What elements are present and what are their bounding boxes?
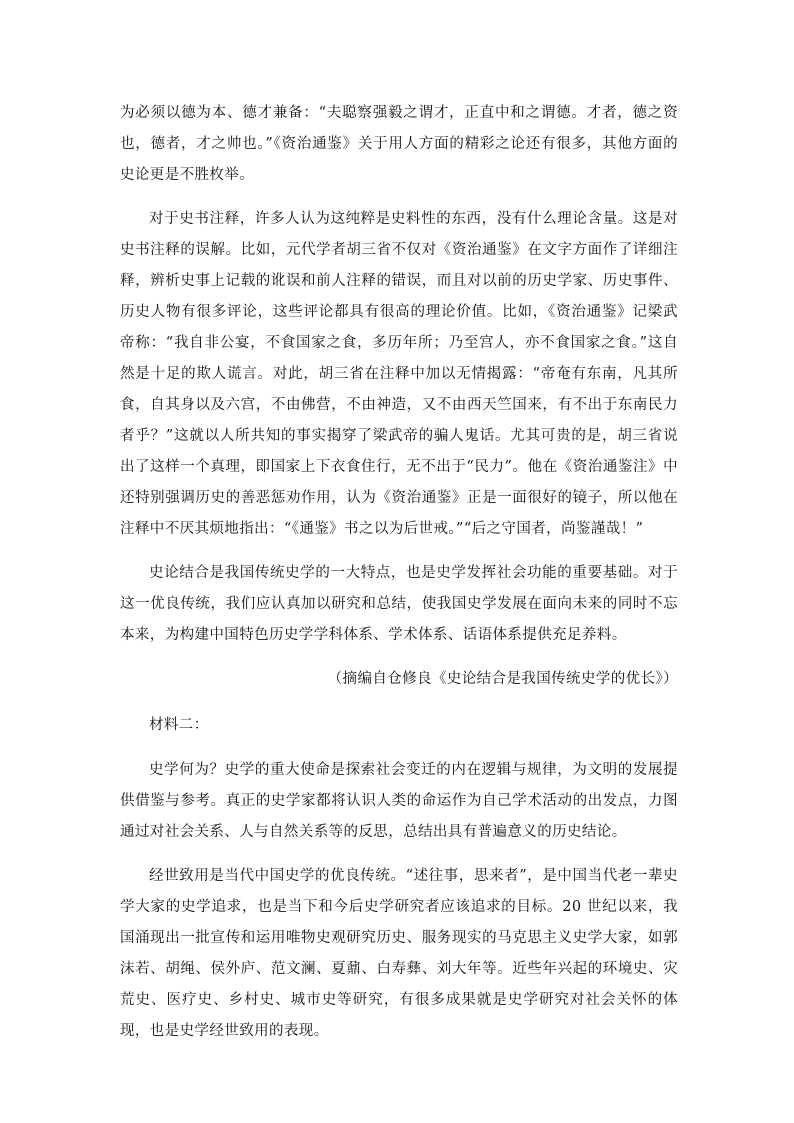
paragraph-annotation-theory: 对于史书注释，许多人认为这纯粹是史料性的东西，没有什么理论含量。这是对史书注释的误解。比如，元代学者胡三省不仅对《资治通鉴》在文字方面作了详细注释，辨析史事上记载的讹误和前人注释的错误，而且对以前的历史学家、历史事件、历史人物有很多评论，这些评论都具有很高的理论价值。比如，《资治通鉴》记梁武帝称：“我自非公宴，不食国家之食，多历年所；乃至宫人，亦不食国家之食。”这自然是十足的欺人谎言。对此，胡三省在注释中加以无情揭露：“帝奄有东南，凡其所食，自其身以及六宫，不由佛营，不由神造，又不由西天竺国来，有不出于东南民力者乎？”这就以人所共知的事实揭穿了梁武帝的骗人鬼话。尤其可贵的是，胡三省说出了这样一个真理，即国家上下衣食住行，无不出于“民力”。他在《资治通鉴注》中还特别强调历史的善恶惩劝作用，认为《资治通鉴》正是一面很好的镜子，所以他在注释中不厌其烦地指出：“《通鉴》书之以为后世戒。”“后之守国者，尚鉴謹哉！” (120, 211, 678, 537)
paragraph-historiography-mission: 史学何为？史学的重大使命是探索社会变迁的内在逻辑与规律，为文明的发展提供借鉴与参考。真正的史学家都将认识人类的命运作为自己学术活动的出发点，力图通过对社会关系、人与自然关系等的反思，总结出具有普遍意义的历史结论。 (120, 762, 678, 840)
paragraph-practical-application: 经世致用是当代中国史学的优良传统。“述往事，思来者”，是中国当代老一辈史学大家的史学追求，也是当下和今后史学研究者应该追求的目标。20 世纪以来，我国涌现出一批宣传和运用唯物史观研究历史、服务现实的马克思主义史学大家，如郭沫若、胡绳、侯外庐、范文澜、夏鼐、白寿彝、刘大年等。近些年兴起的环境史、灾荒史、医疗史、乡村史、城市史等研究，有很多成果就是史学研究对社会关怀的体现，也是史学经世致用的表现。 (120, 868, 678, 1039)
paragraph-conclusion: 史论结合是我国传统史学的一大特点，也是史学发挥社会功能的重要基础。对于这一优良传统，我们应认真加以研究和总结，使我国史学发展在面向未来的同时不忘本来，为构建中国特色历史学学科体系、学术体系、话语体系提供充足养料。 (120, 565, 678, 643)
material-two-label: 材料二： (149, 716, 209, 733)
document-body (120, 98, 678, 1047)
source-citation: （摘编自仓修良《史论结合是我国传统史学的优长》） (327, 671, 678, 687)
paragraph-continued: 为必须以德为本、德才兼备：“夫聪察强毅之谓才，正直中和之谓德。才者，德之资也，德者，才之帅也。”《资治通鉴》关于用人方面的精彩之论还有很多，其他方面的史论更是不胜枚举。 (120, 105, 678, 183)
